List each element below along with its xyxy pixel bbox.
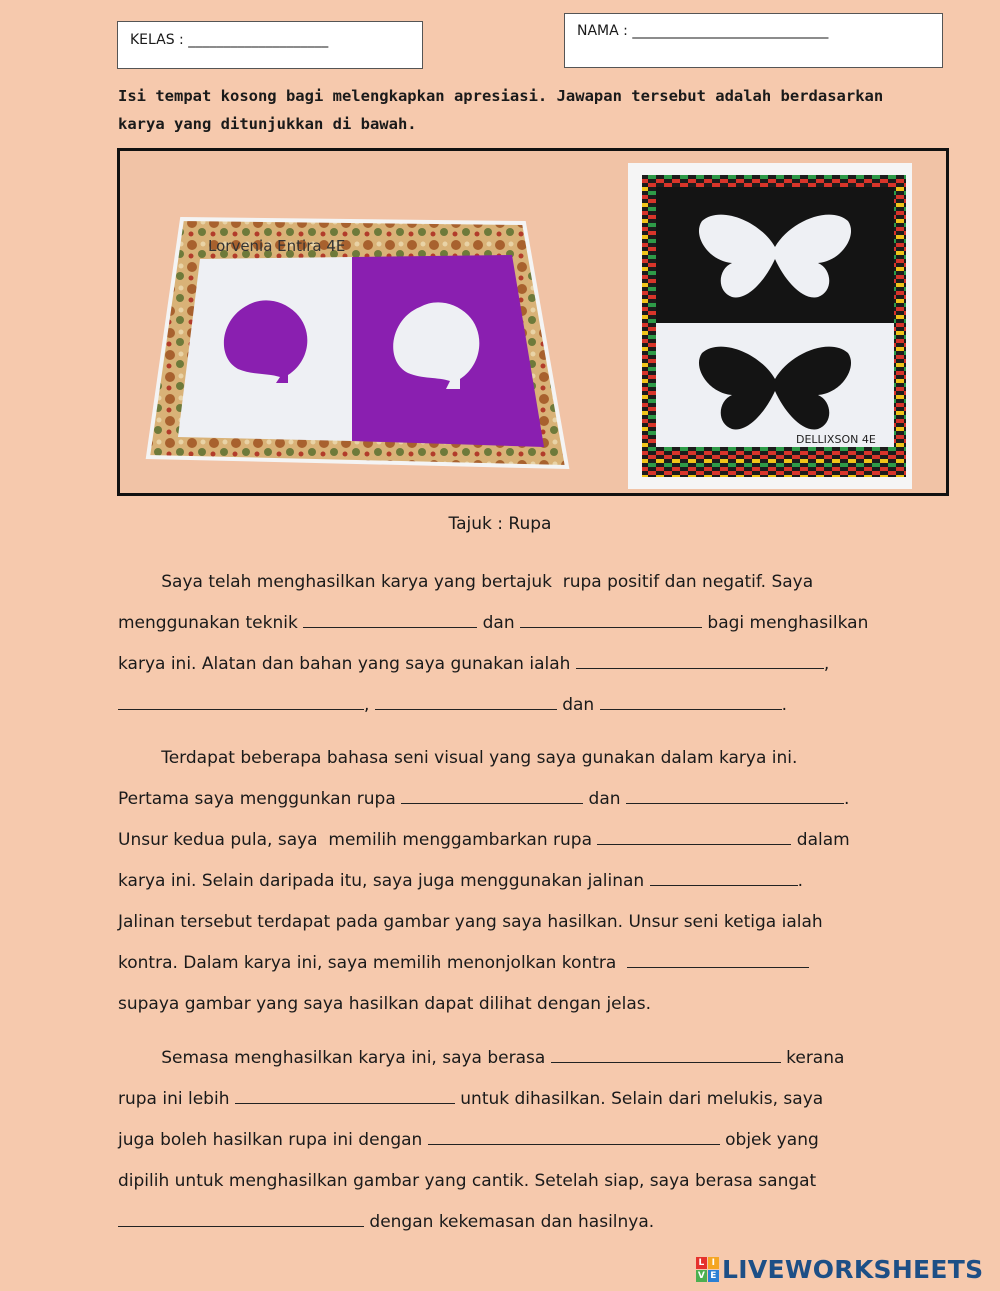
text-line: Terdapat beberapa bahasa seni visual yang saya gunakan dalam karya ini. — [118, 748, 798, 768]
text-line: karya ini. Selain daripada itu, saya juga menggunakan jalinan . — [118, 867, 888, 908]
liveworksheets-logo[interactable] — [696, 1254, 983, 1284]
logo-text: LIVEWORKSHEETS — [722, 1254, 984, 1284]
text-line: rupa ini lebih untuk dihasilkan. Selain dari melukis, saya — [118, 1085, 888, 1126]
answer-blank[interactable] — [303, 609, 477, 628]
name-label: NAMA : ____________________________ — [577, 23, 829, 39]
answer-blank[interactable] — [626, 785, 844, 804]
text-line: dipilih untuk menghasilkan gambar yang cantik. Setelah siap, saya berasa sangat — [118, 1171, 817, 1191]
answer-blank[interactable] — [428, 1126, 720, 1145]
answer-blank[interactable] — [235, 1085, 455, 1104]
answer-blank[interactable] — [600, 691, 782, 710]
text-line: supaya gambar yang saya hasilkan dapat dilihat dengan jelas. — [118, 994, 652, 1014]
text-line: dengan kekemasan dan hasilnya. — [118, 1208, 888, 1249]
answer-blank[interactable] — [650, 867, 798, 886]
answer-blank[interactable] — [401, 785, 583, 804]
logo-letter: L — [696, 1257, 707, 1269]
paragraph-1 — [118, 568, 888, 732]
answer-blank[interactable] — [627, 949, 809, 968]
left-artwork-label: Lorvenia Entira 4E — [208, 237, 346, 255]
text-line: menggunakan teknik dan bagi menghasilkan — [118, 609, 888, 650]
logo-mark-icon — [696, 1257, 719, 1282]
answer-blank[interactable] — [576, 650, 824, 669]
answer-blank[interactable] — [520, 609, 702, 628]
answer-blank[interactable] — [375, 691, 557, 710]
paragraph-2 — [118, 744, 888, 1031]
logo-letter: V — [697, 1270, 706, 1281]
answer-blank[interactable] — [118, 1208, 364, 1227]
text-line: kontra. Dalam karya ini, saya memilih menonjolkan kontra — [118, 949, 888, 990]
class-label: KELAS : ____________________ — [130, 32, 329, 48]
text-line: Pertama saya menggunkan rupa dan . — [118, 785, 888, 826]
text-line: Saya telah menghasilkan karya yang bertajuk rupa positif dan negatif. Saya — [118, 572, 814, 592]
class-field-box[interactable] — [117, 21, 423, 69]
artwork-illustration — [120, 151, 946, 493]
answer-blank[interactable] — [551, 1044, 781, 1063]
answer-blank[interactable] — [597, 826, 791, 845]
text-line: Jalinan tersebut terdapat pada gambar yang saya hasilkan. Unsur seni ketiga ialah — [118, 912, 823, 932]
text-line: karya ini. Alatan dan bahan yang saya gunakan ialah , — [118, 650, 888, 691]
artwork-photo — [117, 148, 949, 496]
instruction-line: Isi tempat kosong bagi melengkapkan apresiasi. Jawapan tersebut adalah berdasarkan — [118, 87, 884, 105]
name-field-box[interactable] — [564, 13, 943, 68]
answer-blank[interactable] — [118, 691, 364, 710]
logo-letter: E — [708, 1270, 719, 1282]
page-title: Tajuk : Rupa — [448, 514, 552, 534]
text-line: Semasa menghasilkan karya ini, saya berasa kerana — [118, 1044, 888, 1085]
instruction-text — [118, 82, 918, 138]
instruction-line: karya yang ditunjukkan di bawah. — [118, 115, 417, 133]
paragraph-3 — [118, 1044, 888, 1249]
right-artwork-label: DELLIXSON 4E — [796, 433, 876, 446]
text-line: Unsur kedua pula, saya memilih menggambarkan rupa dalam — [118, 826, 888, 867]
text-line: juga boleh hasilkan rupa ini dengan objek yang — [118, 1126, 888, 1167]
text-line: , dan . — [118, 691, 888, 732]
logo-letter: I — [708, 1257, 719, 1269]
